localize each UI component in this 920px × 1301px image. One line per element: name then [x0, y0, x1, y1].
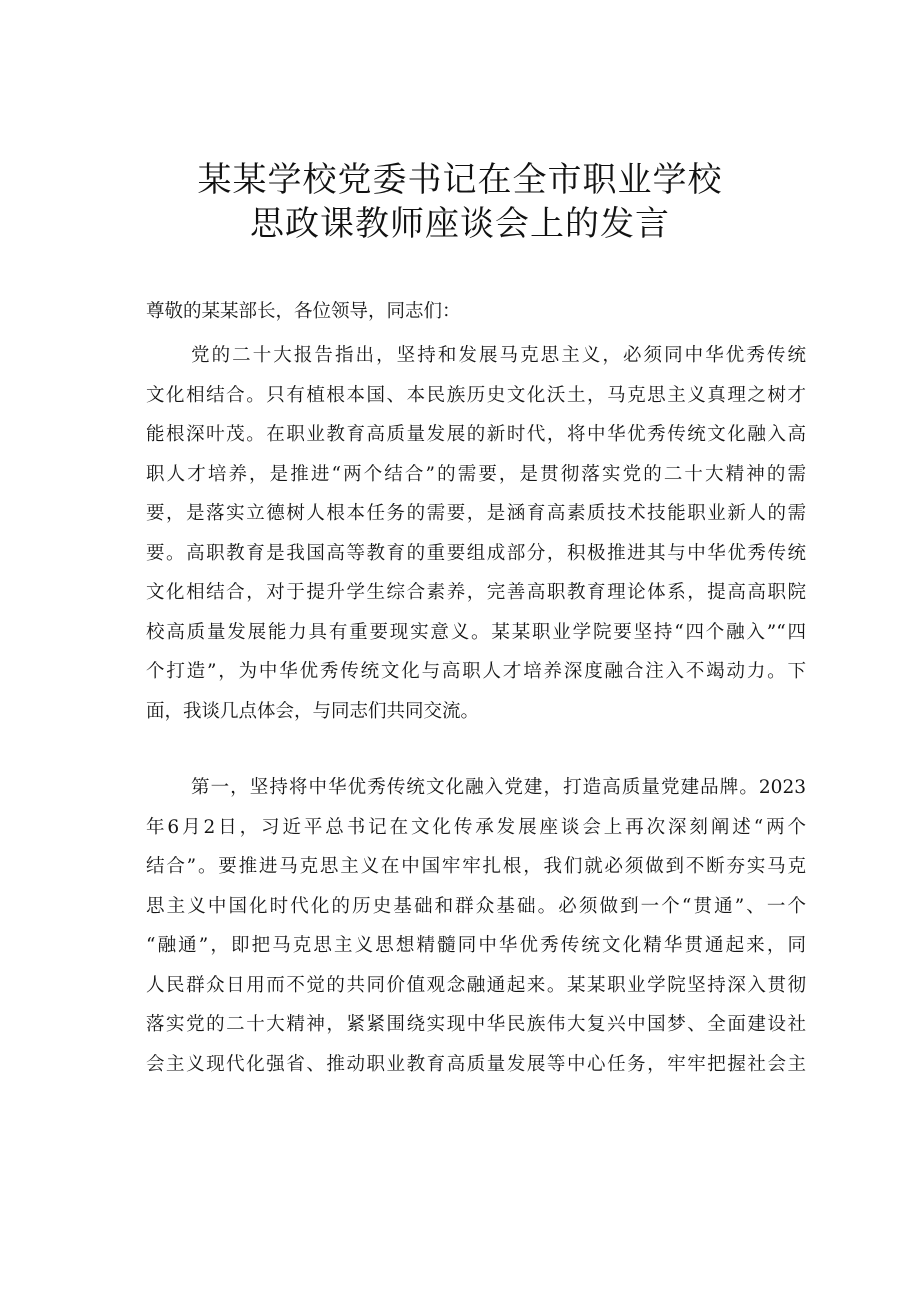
paragraph-1-line: 职人才培养，是推进“两个结合”的需要，是贯彻落实党的二十大精神的需	[146, 463, 806, 485]
paragraph-1-line: 文化相结合。只有植根本国、本民族历史文化沃土，马克思主义真理之树才	[146, 384, 806, 406]
paragraph-1-line: 校高质量发展能力具有重要现实意义。某某职业学院要坚持“四个融入”“四	[146, 621, 806, 643]
paragraph-1-line: 党的二十大报告指出，坚持和发展马克思主义，必须同中华优秀传统	[191, 345, 806, 366]
paragraph-1	[146, 336, 806, 731]
paragraph-2-line: 年6月2日，习近平总书记在文化传承发展座谈会上再次深刻阐述“两个	[146, 816, 806, 838]
paragraph-2-line: 人民群众日用而不觉的共同价值观念融通起来。某某职业学院坚持深入贯彻	[146, 974, 806, 996]
document-title-line-2: 思政课教师座谈会上的发言	[250, 204, 670, 244]
document-title-line-1: 某某学校党委书记在全市职业学校	[197, 160, 723, 200]
paragraph-2-line: 落实党的二十大精神，紧紧围绕实现中华民族伟大复兴中国梦、全面建设社	[146, 1014, 806, 1035]
paragraph-1-line: 能根深叶茂。在职业教育高质量发展的新时代，将中华优秀传统文化融入高	[146, 424, 806, 445]
paragraph-2-line: 第一，坚持将中华优秀传统文化融入党建，打造高质量党建品牌。2023	[191, 777, 806, 798]
paragraph-2-line: 结合”。要推进马克思主义在中国牢牢扎根，我们就必须做到不断夯实马克	[146, 856, 806, 877]
paragraph-2-line: 会主义现代化强省、推动职业教育高质量发展等中心任务，牢牢把握社会主	[146, 1053, 806, 1075]
paragraph-1-line: 要，是落实立德树人根本任务的需要，是涵育高素质技术技能职业新人的需	[146, 503, 806, 524]
paragraph-2-line: 思主义中国化时代化的历史基础和群众基础。必须做到一个“贯通”、一个	[146, 895, 806, 917]
paragraph-1-line: 要。高职教育是我国高等教育的重要组成部分，积极推进其与中华优秀传统	[146, 542, 806, 564]
paragraph-1-line: 面，我谈几点体会，与同志们共同交流。	[146, 700, 480, 722]
paragraph-2-line: “融通”，即把马克思主义思想精髓同中华优秀传统文化精华贯通起来，同	[146, 935, 806, 956]
salutation: 尊敬的某某部长，各位领导，同志们：	[146, 301, 461, 322]
paragraph-1-line: 文化相结合，对于提升学生综合素养，完善高职教育理论体系，提高高职院	[146, 582, 806, 603]
paragraph-2	[146, 768, 806, 1084]
paragraph-1-line: 个打造”，为中华优秀传统文化与高职人才培养深度融合注入不竭动力。下	[146, 661, 806, 682]
